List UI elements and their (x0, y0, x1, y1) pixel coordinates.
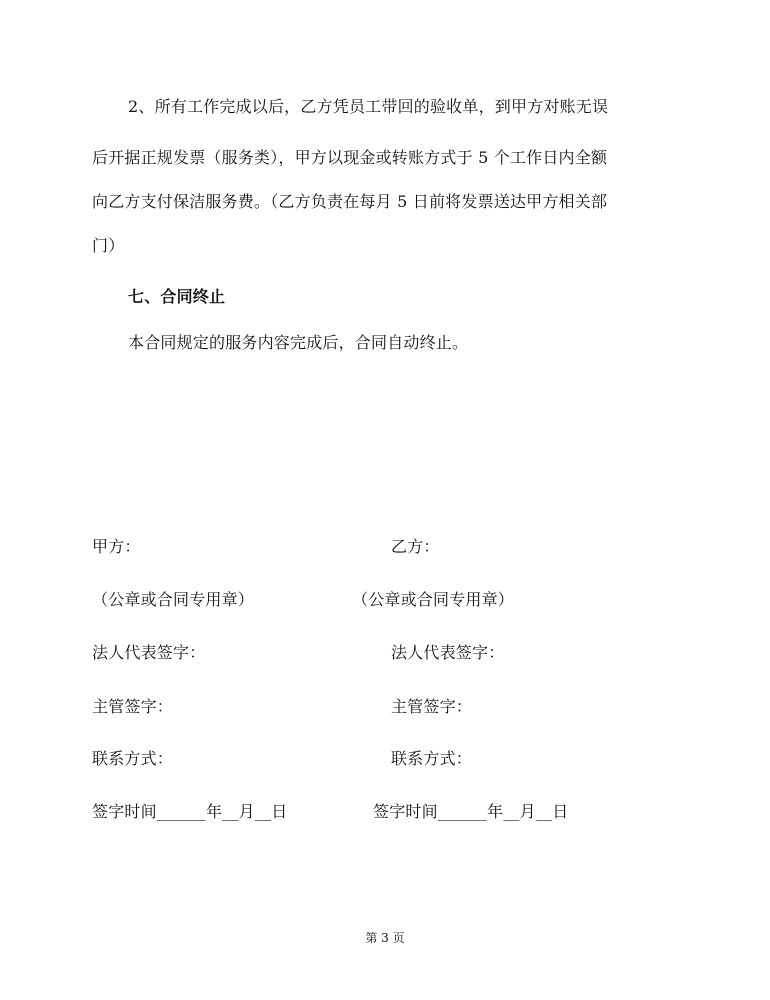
party-a-label: 甲方： (92, 537, 141, 556)
page-number: 第 3 页 (365, 931, 405, 945)
party-b-seal: （公章或合同专用章） (352, 590, 515, 609)
party-b-legal-rep: 法人代表签字： (391, 643, 505, 662)
party-a-seal: （公章或合同专用章） (92, 590, 255, 609)
clause-2-line-2: 后开据正规发票（服务类），甲方以现金或转账方式于 5 个工作日内全额 (92, 148, 608, 167)
party-a-legal-rep: 法人代表签字： (92, 643, 206, 662)
section-7-heading: 七、合同终止 (128, 287, 226, 306)
party-b-label: 乙方： (391, 537, 440, 556)
party-b-sign-time: 签字时间______年__月__日 (373, 802, 569, 821)
party-a-supervisor: 主管签字： (92, 697, 174, 716)
clause-2-line-4: 门） (92, 236, 125, 255)
party-a-contact: 联系方式： (92, 749, 174, 768)
clause-2-line-1: 2、所有工作完成以后，乙方凭员工带回的验收单，到甲方对账无误 (128, 97, 609, 116)
clause-2-line-3: 向乙方支付保洁服务费。（乙方负责在每月 5 日前将发票送达甲方相关部 (92, 192, 608, 211)
party-b-contact: 联系方式： (391, 749, 473, 768)
section-7-body: 本合同规定的服务内容完成后，合同自动终止。 (128, 333, 469, 352)
party-b-supervisor: 主管签字： (391, 697, 473, 716)
party-a-sign-time: 签字时间______年__月__日 (92, 802, 288, 821)
